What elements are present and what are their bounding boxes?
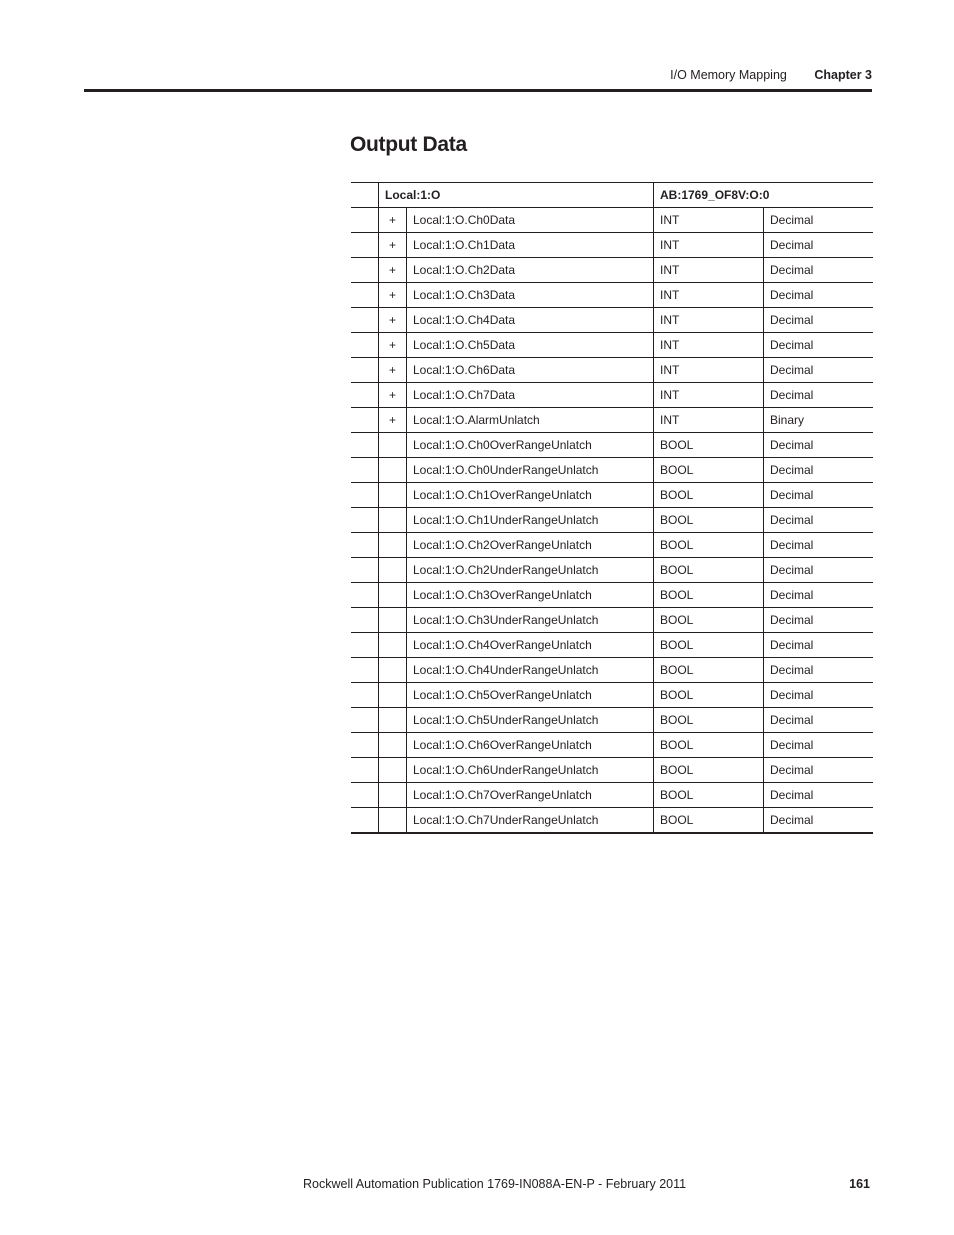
expand-toggle bbox=[379, 633, 407, 658]
display-style-cell: Decimal bbox=[764, 283, 874, 308]
table-row bbox=[351, 708, 873, 733]
table-row bbox=[351, 558, 873, 583]
display-style-cell: Decimal bbox=[764, 333, 874, 358]
page-title: Output Data bbox=[350, 133, 467, 156]
row-lead-cell bbox=[351, 608, 379, 633]
expand-toggle bbox=[379, 433, 407, 458]
table-row bbox=[351, 333, 873, 358]
table-row bbox=[351, 683, 873, 708]
expand-toggle bbox=[379, 458, 407, 483]
expand-toggle[interactable]: + bbox=[379, 358, 407, 383]
data-type-cell: BOOL bbox=[654, 808, 764, 834]
display-style-cell: Decimal bbox=[764, 233, 874, 258]
table-row bbox=[351, 283, 873, 308]
display-style-cell: Decimal bbox=[764, 308, 874, 333]
display-style-cell: Decimal bbox=[764, 483, 874, 508]
table-row bbox=[351, 783, 873, 808]
expand-toggle bbox=[379, 508, 407, 533]
display-style-cell: Decimal bbox=[764, 658, 874, 683]
display-style-cell: Decimal bbox=[764, 508, 874, 533]
row-lead-cell bbox=[351, 683, 379, 708]
tag-name-cell: Local:1:O.Ch0Data bbox=[407, 208, 654, 233]
data-type-cell: BOOL bbox=[654, 533, 764, 558]
table-row bbox=[351, 233, 873, 258]
display-style-cell: Decimal bbox=[764, 733, 874, 758]
tag-name-cell: Local:1:O.Ch5UnderRangeUnlatch bbox=[407, 708, 654, 733]
display-style-cell: Decimal bbox=[764, 758, 874, 783]
tag-name-cell: Local:1:O.Ch0OverRangeUnlatch bbox=[407, 433, 654, 458]
data-type-cell: INT bbox=[654, 283, 764, 308]
tag-name-cell: Local:1:O.Ch3UnderRangeUnlatch bbox=[407, 608, 654, 633]
expand-toggle[interactable]: + bbox=[379, 383, 407, 408]
expand-toggle[interactable]: + bbox=[379, 408, 407, 433]
table-row bbox=[351, 408, 873, 433]
row-lead-cell bbox=[351, 208, 379, 233]
expand-toggle[interactable]: + bbox=[379, 308, 407, 333]
row-lead-cell bbox=[351, 308, 379, 333]
table-row bbox=[351, 433, 873, 458]
data-type-cell: BOOL bbox=[654, 458, 764, 483]
table-row bbox=[351, 458, 873, 483]
table-body bbox=[351, 183, 873, 834]
tag-name-cell: Local:1:O.Ch3OverRangeUnlatch bbox=[407, 583, 654, 608]
expand-toggle[interactable]: + bbox=[379, 333, 407, 358]
table-row bbox=[351, 583, 873, 608]
tag-name-cell: Local:1:O.Ch4OverRangeUnlatch bbox=[407, 633, 654, 658]
output-data-table bbox=[351, 182, 873, 834]
data-type-cell: BOOL bbox=[654, 583, 764, 608]
tag-name-cell: Local:1:O.Ch5OverRangeUnlatch bbox=[407, 683, 654, 708]
data-type-cell: INT bbox=[654, 358, 764, 383]
header-section-title: I/O Memory Mapping bbox=[670, 68, 787, 82]
data-type-cell: BOOL bbox=[654, 608, 764, 633]
table-row bbox=[351, 633, 873, 658]
table-row bbox=[351, 533, 873, 558]
data-type-cell: BOOL bbox=[654, 783, 764, 808]
row-lead-cell bbox=[351, 808, 379, 834]
display-style-cell: Decimal bbox=[764, 608, 874, 633]
data-type-cell: BOOL bbox=[654, 558, 764, 583]
display-style-cell: Decimal bbox=[764, 533, 874, 558]
expand-toggle bbox=[379, 808, 407, 834]
row-lead-cell bbox=[351, 708, 379, 733]
expand-toggle bbox=[379, 583, 407, 608]
expand-toggle bbox=[379, 758, 407, 783]
table-row bbox=[351, 483, 873, 508]
display-style-cell: Decimal bbox=[764, 358, 874, 383]
display-style-cell: Decimal bbox=[764, 808, 874, 834]
row-lead-cell bbox=[351, 233, 379, 258]
expand-toggle bbox=[379, 533, 407, 558]
row-lead-cell bbox=[351, 533, 379, 558]
data-type-cell: BOOL bbox=[654, 708, 764, 733]
expand-toggle[interactable]: + bbox=[379, 283, 407, 308]
expand-toggle bbox=[379, 483, 407, 508]
data-type-cell: INT bbox=[654, 383, 764, 408]
display-style-cell: Decimal bbox=[764, 208, 874, 233]
display-style-cell: Decimal bbox=[764, 583, 874, 608]
display-style-cell: Decimal bbox=[764, 383, 874, 408]
table-row bbox=[351, 258, 873, 283]
row-lead-cell bbox=[351, 358, 379, 383]
data-type-cell: BOOL bbox=[654, 633, 764, 658]
footer-publication: Rockwell Automation Publication 1769-IN088A-EN-P - February 2011 bbox=[303, 1177, 687, 1191]
table-row bbox=[351, 358, 873, 383]
display-style-cell: Decimal bbox=[764, 258, 874, 283]
expand-toggle bbox=[379, 558, 407, 583]
tag-name-cell: Local:1:O.Ch7Data bbox=[407, 383, 654, 408]
row-lead-cell bbox=[351, 283, 379, 308]
tag-name-cell: Local:1:O.Ch6OverRangeUnlatch bbox=[407, 733, 654, 758]
tag-name-cell: Local:1:O.Ch7UnderRangeUnlatch bbox=[407, 808, 654, 834]
tag-name-cell: Local:1:O.Ch2Data bbox=[407, 258, 654, 283]
tag-name-cell: Local:1:O.Ch7OverRangeUnlatch bbox=[407, 783, 654, 808]
expand-toggle[interactable]: + bbox=[379, 233, 407, 258]
table-row bbox=[351, 383, 873, 408]
table-row bbox=[351, 508, 873, 533]
data-type-cell: INT bbox=[654, 308, 764, 333]
expand-toggle bbox=[379, 783, 407, 808]
expand-toggle[interactable]: + bbox=[379, 258, 407, 283]
data-type-cell: BOOL bbox=[654, 483, 764, 508]
row-lead-cell bbox=[351, 433, 379, 458]
data-type-cell: BOOL bbox=[654, 758, 764, 783]
display-style-cell: Decimal bbox=[764, 683, 874, 708]
tag-name-cell: Local:1:O.Ch1OverRangeUnlatch bbox=[407, 483, 654, 508]
tag-name-cell: Local:1:O.Ch6UnderRangeUnlatch bbox=[407, 758, 654, 783]
tag-name-cell: Local:1:O.Ch3Data bbox=[407, 283, 654, 308]
tag-name-cell: Local:1:O.Ch4Data bbox=[407, 308, 654, 333]
display-style-cell: Decimal bbox=[764, 783, 874, 808]
tag-name-cell: Local:1:O.Ch1Data bbox=[407, 233, 654, 258]
header-divider bbox=[84, 89, 872, 92]
tag-name-cell: Local:1:O.Ch1UnderRangeUnlatch bbox=[407, 508, 654, 533]
row-lead-cell bbox=[351, 633, 379, 658]
header-chapter-label: Chapter 3 bbox=[814, 68, 872, 82]
table-row bbox=[351, 608, 873, 633]
table-row bbox=[351, 658, 873, 683]
data-type-cell: BOOL bbox=[654, 733, 764, 758]
row-lead-cell bbox=[351, 483, 379, 508]
display-style-cell: Decimal bbox=[764, 558, 874, 583]
expand-toggle bbox=[379, 708, 407, 733]
row-lead-cell bbox=[351, 333, 379, 358]
data-type-cell: INT bbox=[654, 258, 764, 283]
row-lead-cell bbox=[351, 408, 379, 433]
row-lead-cell bbox=[351, 508, 379, 533]
table-row bbox=[351, 808, 873, 834]
tag-name-cell: Local:1:O.Ch2OverRangeUnlatch bbox=[407, 533, 654, 558]
table-row bbox=[351, 733, 873, 758]
table-row bbox=[351, 308, 873, 333]
row-lead-cell bbox=[351, 583, 379, 608]
expand-toggle bbox=[379, 608, 407, 633]
data-type-cell: BOOL bbox=[654, 508, 764, 533]
running-header bbox=[670, 68, 872, 82]
row-lead-cell bbox=[351, 558, 379, 583]
display-style-cell: Decimal bbox=[764, 458, 874, 483]
tag-name-cell: Local:1:O.Ch5Data bbox=[407, 333, 654, 358]
display-style-cell: Decimal bbox=[764, 708, 874, 733]
table-header-row bbox=[351, 183, 873, 208]
table-row bbox=[351, 208, 873, 233]
table-row bbox=[351, 758, 873, 783]
row-lead-cell bbox=[351, 383, 379, 408]
data-type-cell: INT bbox=[654, 408, 764, 433]
expand-toggle bbox=[379, 683, 407, 708]
data-type-cell: BOOL bbox=[654, 683, 764, 708]
row-lead-cell bbox=[351, 458, 379, 483]
tag-name-cell: Local:1:O.AlarmUnlatch bbox=[407, 408, 654, 433]
data-type-cell: BOOL bbox=[654, 433, 764, 458]
expand-toggle bbox=[379, 658, 407, 683]
display-style-cell: Decimal bbox=[764, 633, 874, 658]
page-number: 161 bbox=[849, 1177, 870, 1191]
header-tag-name: Local:1:O bbox=[379, 183, 654, 208]
tag-name-cell: Local:1:O.Ch2UnderRangeUnlatch bbox=[407, 558, 654, 583]
display-style-cell: Decimal bbox=[764, 433, 874, 458]
data-type-cell: INT bbox=[654, 208, 764, 233]
header-empty-cell bbox=[351, 183, 379, 208]
expand-toggle[interactable]: + bbox=[379, 208, 407, 233]
row-lead-cell bbox=[351, 658, 379, 683]
tag-name-cell: Local:1:O.Ch0UnderRangeUnlatch bbox=[407, 458, 654, 483]
tag-name-cell: Local:1:O.Ch6Data bbox=[407, 358, 654, 383]
row-lead-cell bbox=[351, 258, 379, 283]
row-lead-cell bbox=[351, 733, 379, 758]
data-type-cell: INT bbox=[654, 233, 764, 258]
expand-toggle bbox=[379, 733, 407, 758]
row-lead-cell bbox=[351, 783, 379, 808]
display-style-cell: Binary bbox=[764, 408, 874, 433]
data-type-cell: BOOL bbox=[654, 658, 764, 683]
header-tag-type: AB:1769_OF8V:O:0 bbox=[654, 183, 874, 208]
row-lead-cell bbox=[351, 758, 379, 783]
data-type-cell: INT bbox=[654, 333, 764, 358]
tag-name-cell: Local:1:O.Ch4UnderRangeUnlatch bbox=[407, 658, 654, 683]
